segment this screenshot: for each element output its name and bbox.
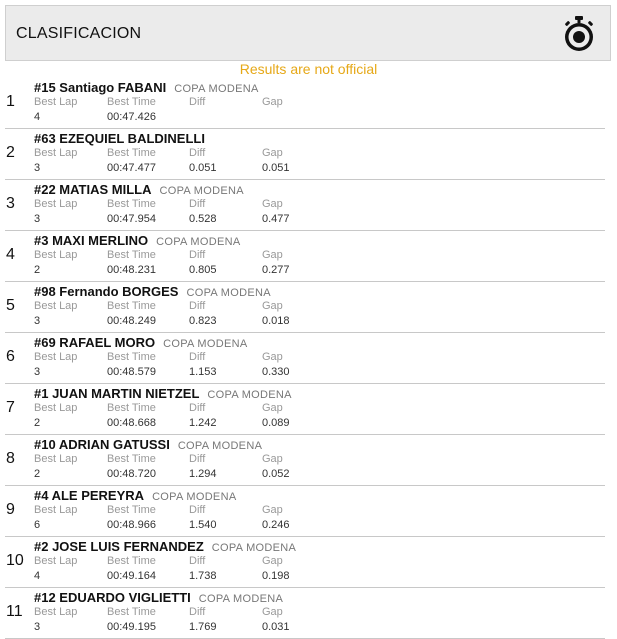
best-lap-value: 3 (34, 366, 41, 378)
diff-value: 1.153 (189, 366, 217, 378)
diff-label: Diff (189, 96, 206, 108)
best-time-label: Best Time (107, 606, 156, 618)
best-lap-label: Best Lap (34, 453, 78, 465)
best-lap-label: Best Lap (34, 96, 78, 108)
diff-label: Diff (189, 300, 206, 312)
driver-name: #4 ALE PEREYRA (34, 488, 145, 503)
diff-value: 1.540 (189, 519, 217, 531)
driver-name: #15 Santiago FABANI (34, 80, 167, 95)
best-lap-value: 2 (34, 468, 41, 480)
best-lap-label: Best Lap (34, 606, 78, 618)
diff-value: 0.051 (189, 162, 217, 174)
category-label: COPA MODENA (156, 236, 241, 248)
gap-value: 0.018 (262, 315, 290, 327)
diff-value: 1.294 (189, 468, 217, 480)
best-time-value: 00:48.966 (107, 519, 156, 531)
table-row[interactable] (5, 78, 605, 129)
driver-name: #1 JUAN MARTIN NIETZEL (34, 386, 200, 401)
gap-label: Gap (262, 147, 283, 159)
category-label: COPA MODENA (152, 491, 237, 503)
diff-value: 0.805 (189, 264, 217, 276)
diff-value: 1.242 (189, 417, 217, 429)
diff-label: Diff (189, 555, 206, 567)
position-number: 3 (6, 195, 15, 212)
gap-label: Gap (262, 351, 283, 363)
gap-label: Gap (262, 555, 283, 567)
best-time-label: Best Time (107, 402, 156, 414)
gap-value: 0.246 (262, 519, 290, 531)
best-time-value: 00:47.426 (107, 111, 156, 123)
best-lap-label: Best Lap (34, 504, 78, 516)
driver-line (34, 334, 248, 352)
table-row[interactable] (5, 231, 605, 282)
driver-line (34, 79, 259, 97)
driver-line (34, 487, 236, 505)
position-number: 9 (6, 501, 15, 518)
driver-line (34, 130, 213, 148)
gap-label: Gap (262, 198, 283, 210)
best-lap-label: Best Lap (34, 198, 78, 210)
table-row[interactable] (5, 588, 605, 639)
classification-list (5, 78, 605, 639)
driver-name: #63 EZEQUIEL BALDINELLI (34, 131, 205, 146)
best-lap-value: 4 (34, 111, 41, 123)
best-time-label: Best Time (107, 96, 156, 108)
best-lap-value: 3 (34, 162, 41, 174)
best-time-label: Best Time (107, 453, 156, 465)
best-time-value: 00:48.579 (107, 366, 156, 378)
driver-line (34, 232, 241, 250)
gap-value: 0.198 (262, 570, 290, 582)
diff-label: Diff (189, 147, 206, 159)
best-time-label: Best Time (107, 555, 156, 567)
driver-name: #3 MAXI MERLINO (34, 233, 149, 248)
best-lap-label: Best Lap (34, 555, 78, 567)
table-row[interactable] (5, 180, 605, 231)
best-lap-value: 6 (34, 519, 41, 531)
gap-label: Gap (262, 249, 283, 261)
gap-value: 0.330 (262, 366, 290, 378)
position-number: 10 (6, 552, 24, 569)
gap-value: 0.051 (262, 162, 290, 174)
category-label: COPA MODENA (186, 287, 271, 299)
position-number: 1 (6, 93, 15, 110)
best-lap-value: 2 (34, 417, 41, 429)
table-row[interactable] (5, 129, 605, 180)
best-lap-label: Best Lap (34, 147, 78, 159)
driver-line (34, 181, 244, 199)
best-time-label: Best Time (107, 300, 156, 312)
diff-label: Diff (189, 198, 206, 210)
diff-label: Diff (189, 606, 206, 618)
diff-label: Diff (189, 249, 206, 261)
table-row[interactable] (5, 333, 605, 384)
diff-value: 0.823 (189, 315, 217, 327)
page-title: CLASIFICACION (16, 25, 142, 42)
position-number: 4 (6, 246, 15, 263)
gap-value: 0.277 (262, 264, 290, 276)
best-time-value: 00:49.195 (107, 621, 156, 633)
best-lap-label: Best Lap (34, 351, 78, 363)
driver-line (34, 538, 296, 556)
best-time-value: 00:49.164 (107, 570, 156, 582)
results-notice: Results are not official (239, 61, 378, 77)
position-number: 5 (6, 297, 15, 314)
stopwatch-icon[interactable] (562, 16, 596, 52)
driver-line (34, 385, 292, 403)
table-row[interactable] (5, 282, 605, 333)
gap-label: Gap (262, 402, 283, 414)
position-number: 8 (6, 450, 15, 467)
best-time-value: 00:48.231 (107, 264, 156, 276)
category-label: COPA MODENA (211, 542, 297, 554)
diff-value: 0.528 (189, 213, 217, 225)
diff-label: Diff (189, 504, 206, 516)
table-row[interactable] (5, 435, 605, 486)
gap-label: Gap (262, 96, 283, 108)
driver-name: #22 MATIAS MILLA (34, 182, 152, 197)
category-label: COPA MODENA (207, 389, 292, 401)
gap-label: Gap (262, 453, 283, 465)
best-time-label: Best Time (107, 504, 156, 516)
diff-label: Diff (189, 351, 206, 363)
best-time-value: 00:48.720 (107, 468, 156, 480)
driver-name: #2 JOSE LUIS FERNANDEZ (34, 539, 204, 554)
best-lap-value: 3 (34, 213, 41, 225)
driver-name: #98 Fernando BORGES (34, 284, 179, 299)
table-row[interactable] (5, 537, 605, 588)
driver-name: #10 ADRIAN GATUSSI (34, 437, 170, 452)
best-time-value: 00:47.477 (107, 162, 156, 174)
driver-line (34, 436, 262, 454)
best-lap-label: Best Lap (34, 300, 78, 312)
category-label: COPA MODENA (198, 593, 284, 605)
best-lap-value: 4 (34, 570, 41, 582)
gap-value: 0.089 (262, 417, 290, 429)
best-lap-label: Best Lap (34, 402, 78, 414)
position-number: 6 (6, 348, 15, 365)
gap-label: Gap (262, 300, 283, 312)
gap-value: 0.052 (262, 468, 290, 480)
best-time-label: Best Time (107, 249, 156, 261)
table-row[interactable] (5, 486, 605, 537)
header-bar (5, 5, 611, 61)
driver-line (34, 589, 283, 607)
gap-label: Gap (262, 504, 283, 516)
category-label: COPA MODENA (174, 83, 259, 95)
gap-value: 0.031 (262, 621, 290, 633)
category-label: COPA MODENA (177, 440, 263, 452)
category-label: COPA MODENA (159, 185, 244, 197)
gap-label: Gap (262, 606, 283, 618)
table-row[interactable] (5, 384, 605, 435)
best-time-value: 00:47.954 (107, 213, 156, 225)
best-lap-value: 3 (34, 621, 41, 633)
best-lap-value: 3 (34, 315, 41, 327)
best-time-label: Best Time (107, 351, 156, 363)
best-time-value: 00:48.249 (107, 315, 156, 327)
best-time-label: Best Time (107, 198, 156, 210)
position-number: 11 (6, 603, 23, 620)
driver-name: #69 RAFAEL MORO (34, 335, 156, 350)
diff-value: 1.769 (189, 621, 217, 633)
best-time-value: 00:48.668 (107, 417, 156, 429)
diff-label: Diff (189, 453, 206, 465)
best-lap-label: Best Lap (34, 249, 78, 261)
best-lap-value: 2 (34, 264, 41, 276)
best-time-label: Best Time (107, 147, 156, 159)
position-number: 7 (6, 399, 15, 416)
position-number: 2 (6, 144, 15, 161)
diff-label: Diff (189, 402, 206, 414)
diff-value: 1.738 (189, 570, 217, 582)
driver-line (34, 283, 271, 301)
gap-value: 0.477 (262, 213, 290, 225)
driver-name: #12 EDUARDO VIGLIETTI (34, 590, 191, 605)
category-label: COPA MODENA (163, 338, 248, 350)
